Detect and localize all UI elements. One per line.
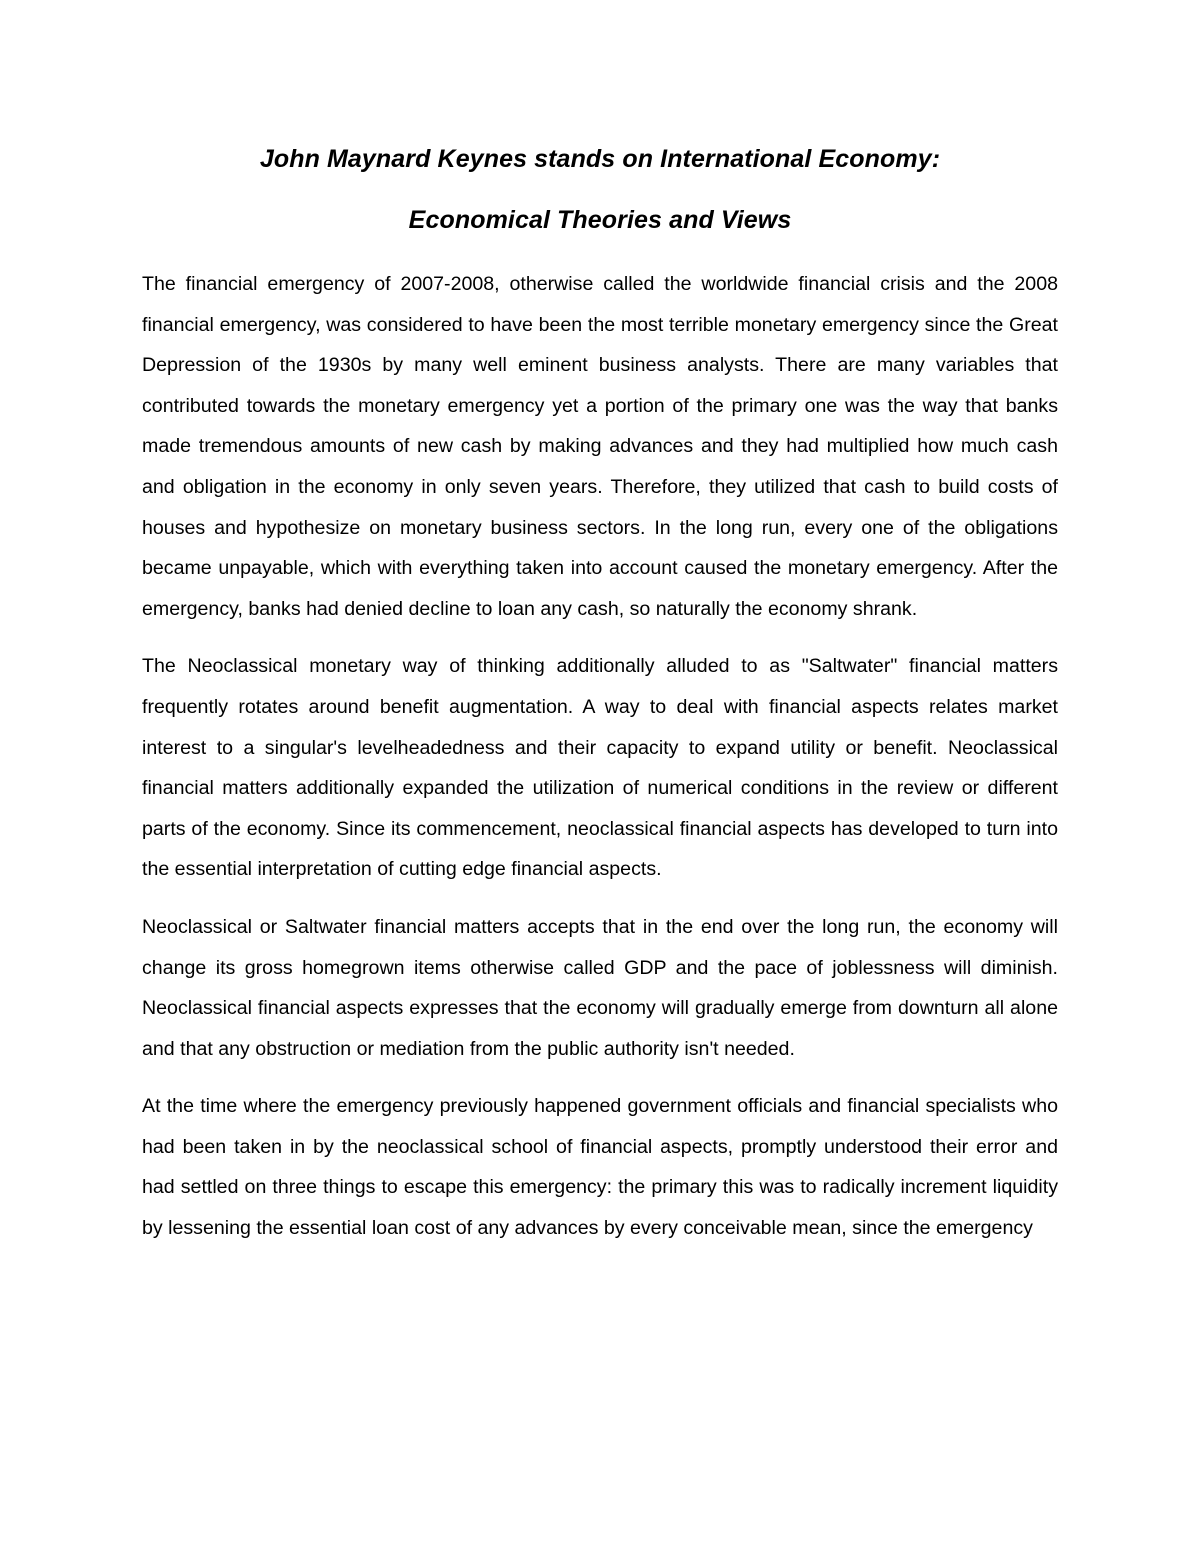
- paragraph-neoclassical-school: The Neoclassical monetary way of thinking additionally alluded to as "Saltwater" financial matters frequently rotates around benefit augmentation. A way to deal with financial aspects relates market interest to a singular's levelheadedness and their capacity to expand utility or benefit. Neoclassical financial matters additionally expanded the utilization of numerical conditions in the review or different parts of the economy. Since its commencement, neoclassical financial aspects has developed to turn into the essential interpretation of cutting edge financial aspects.: [142, 655, 1058, 881]
- title-line-1: John Maynard Keynes stands on International Economy:: [259, 145, 941, 173]
- document-title: [142, 129, 1058, 251]
- paragraph-government-response: At the time where the emergency previously happened government officials and financial specialists who had been taken in by the neoclassical school of financial aspects, promptly understood their error and had settled on three things to escape this emergency: the primary this was to radically increment liquidity by lessening the essential loan cost of any advances by every conceivable mean, since the emergency: [142, 1095, 1058, 1240]
- paragraph-saltwater-gdp: Neoclassical or Saltwater financial matters accepts that in the end over the long run, the economy will change its gross homegrown items otherwise called GDP and the pace of joblessness will diminish. Neoclassical financial aspects expresses that the economy will gradually emerge from downturn all alone and that any obstruction or mediation from the public authority isn't needed.: [142, 915, 1058, 1060]
- paragraph-financial-crisis: The financial emergency of 2007-2008, otherwise called the worldwide financial crisis and the 2008 financial emergency, was considered to have been the most terrible monetary emergency since the Great Depression of the 1930s by many well eminent business analysts. There are many variables that contributed towards the monetary emergency yet a portion of the primary one was the way that banks made tremendous amounts of new cash by making advances and they had multiplied how much cash and obligation in the economy in only seven years. Therefore, they utilized that cash to build costs of houses and hypothesize on monetary business sectors. In the long run, every one of the obligations became unpayable, which with everything taken into account caused the monetary emergency. After the emergency, banks had denied decline to loan any cash, so naturally the economy shrank.: [142, 273, 1058, 620]
- title-line-2: Economical Theories and Views: [408, 206, 792, 234]
- document-body: [142, 264, 1058, 1266]
